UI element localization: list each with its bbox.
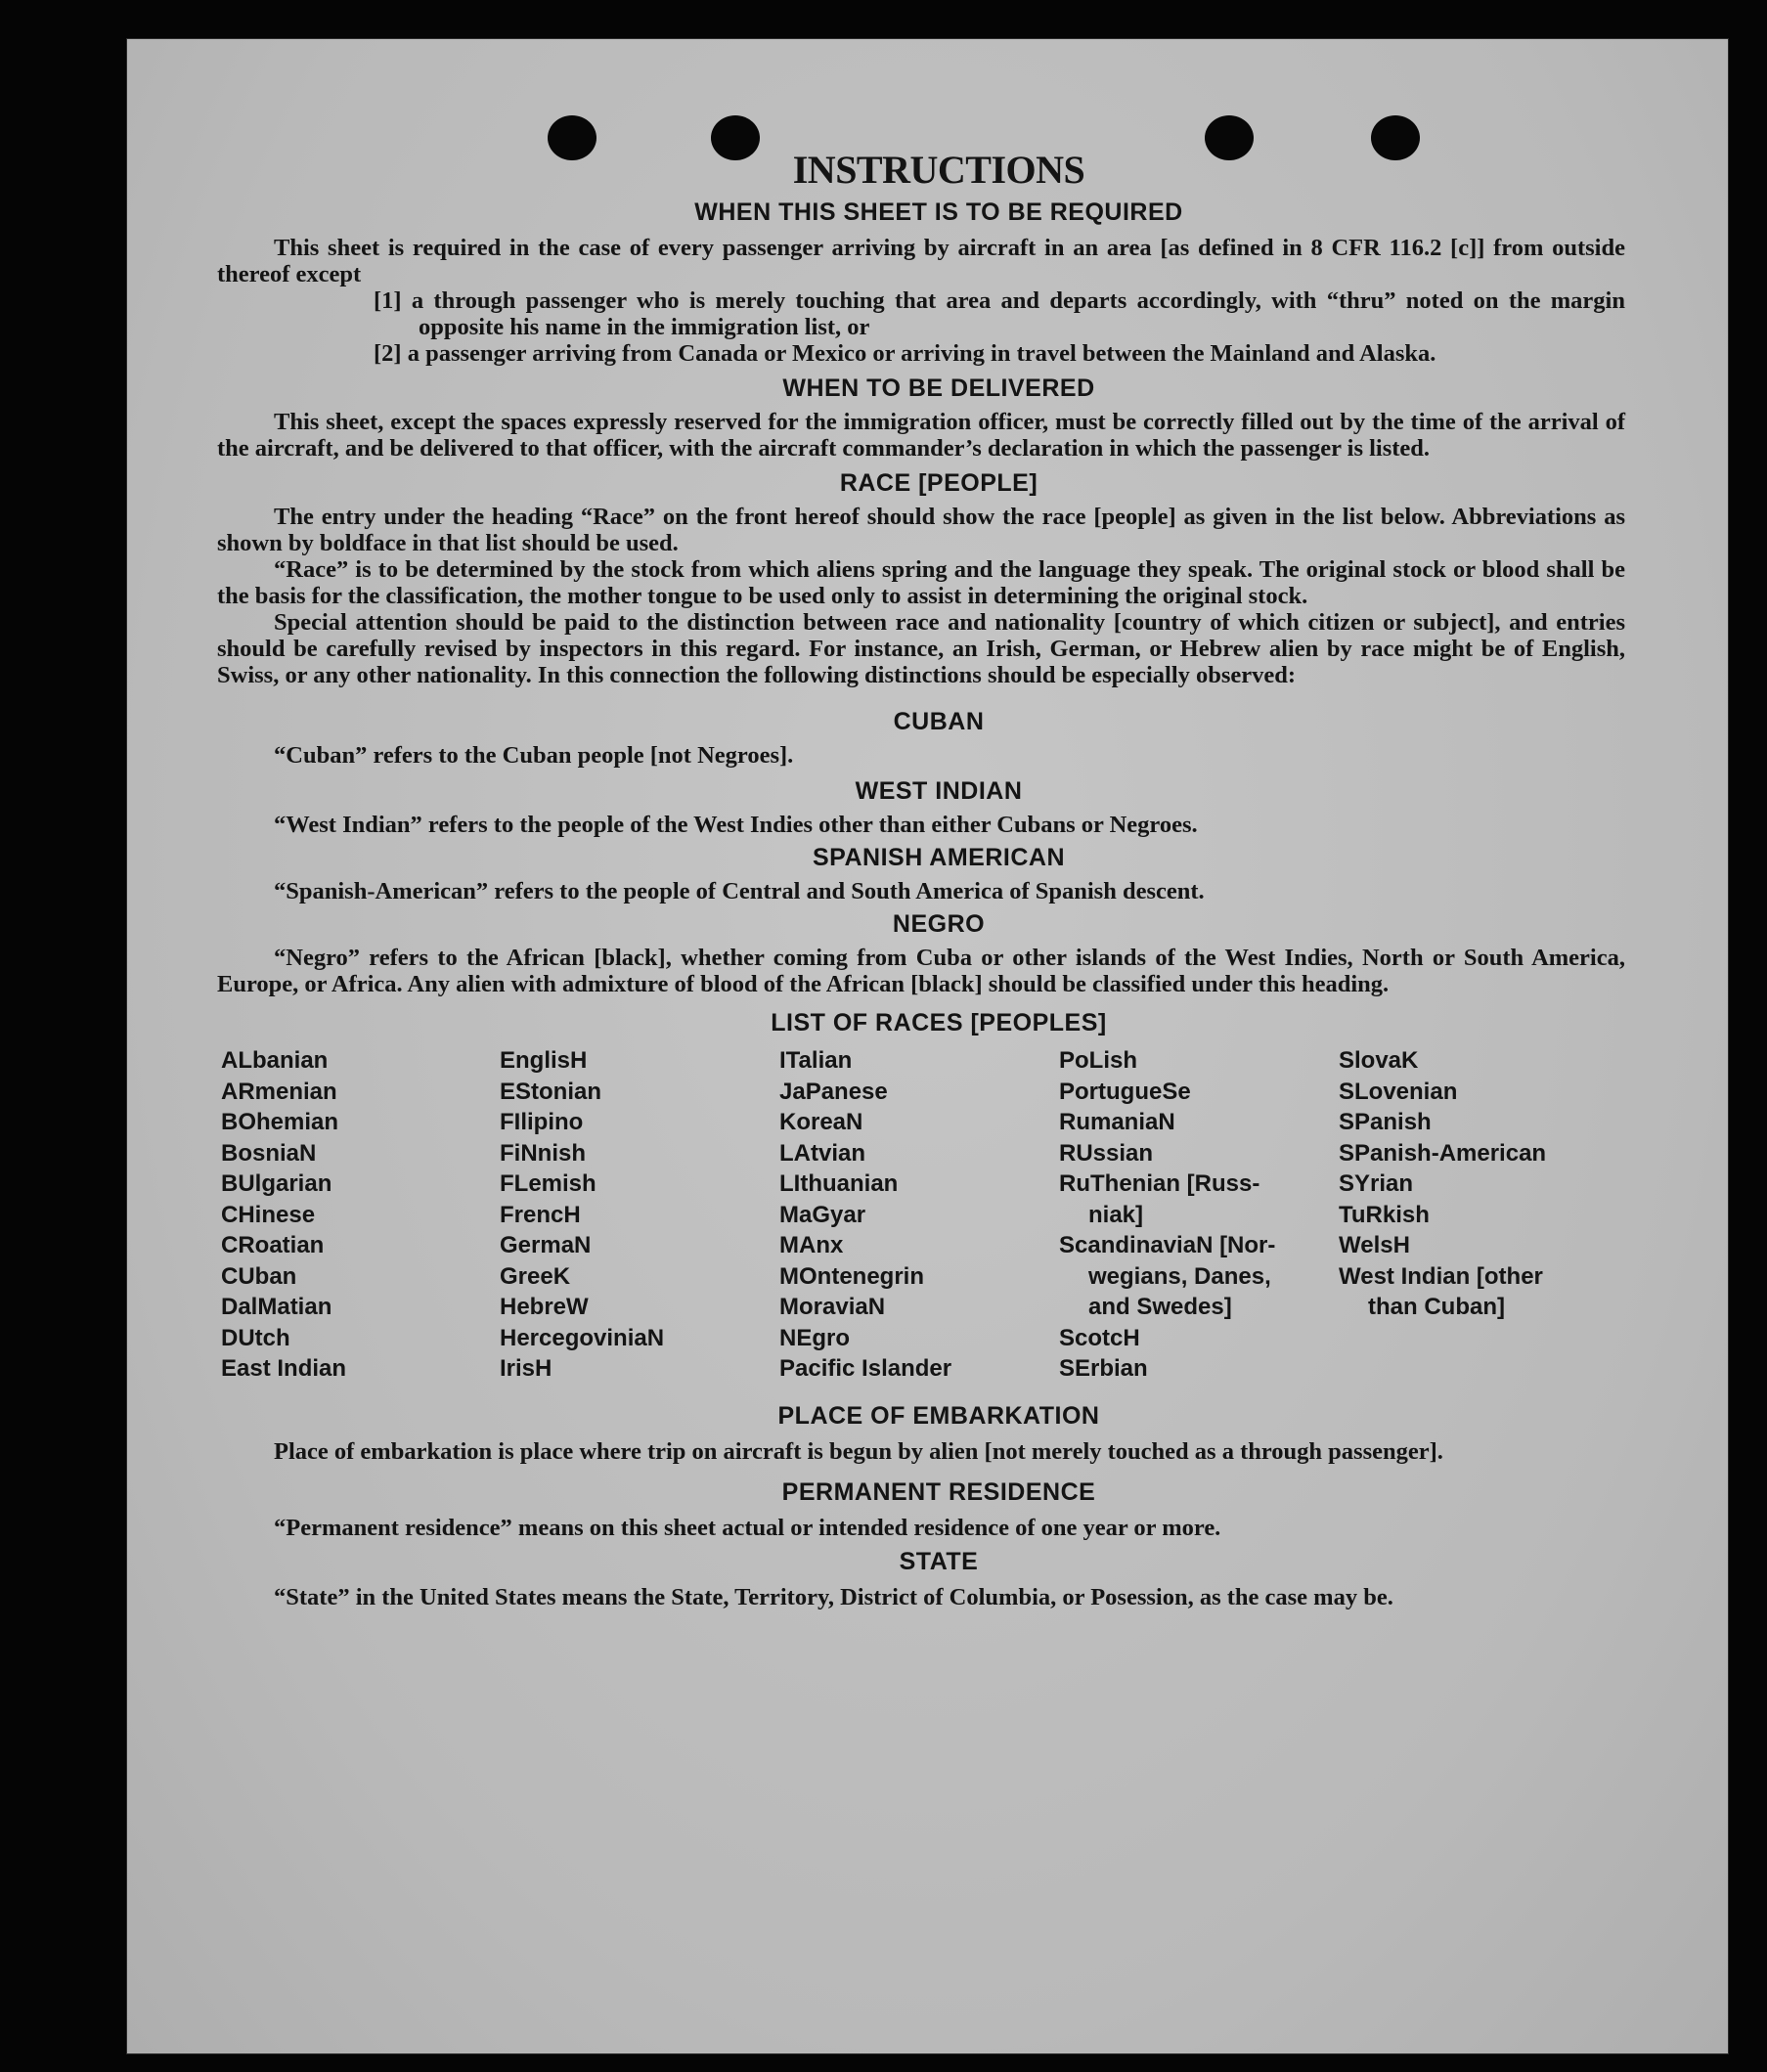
- race-entry: TuRkish: [1339, 1201, 1430, 1228]
- race-entry: BUlgarian: [221, 1170, 332, 1197]
- race-entry: Pacific Islander: [779, 1355, 952, 1382]
- required-item-1: [1] a through passenger who is merely touching that area and departs accordingly, with “thru” noted on the margin opposite his name in the immigration list, or: [374, 287, 1625, 340]
- race-paragraph-3: Special attention should be paid to the distinction between race and nationality [country of which citizen or subject], and entries should be carefully revised by inspectors in this regard. For instance, an Irish, German, or Hebrew alien by race might be of English, Swiss, or any other nationality. In this connection the following distinctions should be especially observed:: [217, 609, 1625, 688]
- race-entry: SLovenian: [1339, 1078, 1458, 1105]
- race-entry: FLemish: [500, 1170, 596, 1197]
- race-entry: SErbian: [1059, 1355, 1148, 1382]
- section-heading-state: STATE: [899, 1547, 979, 1575]
- page-title: INSTRUCTIONS: [792, 148, 1085, 192]
- race-entry: than Cuban]: [1368, 1294, 1505, 1320]
- race-entry: NEgro: [779, 1324, 850, 1351]
- races-column-3: [779, 1045, 1059, 1385]
- race-entry: CHinese: [221, 1201, 316, 1228]
- race-entry: wegians, Danes,: [1088, 1262, 1271, 1290]
- race-entry: DUtch: [221, 1324, 290, 1351]
- races-column-2: [500, 1045, 779, 1385]
- section-heading-cuban: CUBAN: [893, 708, 985, 735]
- race-entry: CUban: [221, 1262, 297, 1290]
- race-entry: MaGyar: [779, 1201, 866, 1228]
- section-heading-embarkation: PLACE OF EMBARKATION: [777, 1401, 1100, 1430]
- west-indian-text: “West Indian” refers to the people of the West Indies other than either Cubans or Negroes.: [274, 812, 1198, 838]
- section-heading-negro: NEGRO: [892, 910, 986, 938]
- race-entry: SYrian: [1339, 1170, 1414, 1197]
- race-entry: ARmenian: [221, 1078, 337, 1105]
- race-entry: FrencH: [500, 1201, 581, 1228]
- race-entry: FIlipino: [500, 1109, 584, 1135]
- race-entry: RuThenian [Russ-: [1059, 1170, 1260, 1197]
- race-paragraph-1: The entry under the heading “Race” on the front hereof should show the race [people] as given in the list below. Abbreviations as shown by boldface in that list should be used.: [217, 504, 1625, 556]
- race-entry: MAnx: [779, 1232, 844, 1258]
- race-entry: SlovaK: [1339, 1047, 1419, 1074]
- section-heading-delivered: WHEN TO BE DELIVERED: [782, 375, 1095, 402]
- race-entry: WelsH: [1339, 1232, 1410, 1258]
- race-entry: GreeK: [500, 1262, 571, 1290]
- race-entry: LAtvian: [779, 1139, 866, 1167]
- race-entry: BOhemian: [221, 1109, 339, 1135]
- race-entry: RumaniaN: [1059, 1109, 1175, 1135]
- spanish-american-text: “Spanish-American” refers to the people of Central and South America of Spanish descent.: [274, 878, 1205, 904]
- cuban-text: “Cuban” refers to the Cuban people [not Negroes].: [274, 742, 794, 769]
- race-entry: East Indian: [221, 1355, 347, 1382]
- race-entry: BosniaN: [221, 1139, 317, 1167]
- race-entry: LIthuanian: [779, 1170, 899, 1197]
- section-heading-west-indian: WEST INDIAN: [855, 777, 1023, 805]
- race-entry: SPanish: [1339, 1109, 1432, 1135]
- delivered-text: This sheet, except the spaces expressly reserved for the immigration officer, must be correctly filled out by the time of the arrival of the aircraft, and be delivered to that officer, with the aircraft commander’s declaration in which the passenger is listed.: [217, 409, 1625, 462]
- race-paragraph-2: “Race” is to be determined by the stock from which aliens spring and the language they speak. The original stock or blood shall be the basis for the classification, the mother tongue to be used only to assist in determining the original stock.: [217, 556, 1625, 609]
- race-entry: EnglisH: [500, 1047, 588, 1074]
- state-text: “State” in the United States means the State, Territory, District of Columbia, or Posession, as the case may be.: [274, 1583, 1393, 1610]
- races-list: [217, 1045, 1625, 1385]
- race-entry: PoLish: [1059, 1047, 1138, 1074]
- race-entry: MOntenegrin: [779, 1262, 924, 1290]
- race-entry: and Swedes]: [1088, 1294, 1232, 1320]
- races-column-4: [1059, 1045, 1339, 1385]
- race-entry: niak]: [1088, 1201, 1144, 1228]
- race-entry: ALbanian: [221, 1047, 329, 1074]
- required-item-2: [2] a passenger arriving from Canada or Mexico or arriving in travel between the Mainland and Alaska.: [374, 340, 1436, 367]
- races-column-5: [1339, 1045, 1622, 1385]
- race-entry: KoreaN: [779, 1109, 863, 1135]
- race-entry: SPanish-American: [1339, 1139, 1547, 1167]
- race-entry: MoraviaN: [779, 1294, 886, 1320]
- race-entry: JaPanese: [779, 1078, 888, 1105]
- section-heading-list-of-races: LIST OF RACES [PEOPLES]: [771, 1009, 1107, 1036]
- race-entry: FiNnish: [500, 1139, 586, 1167]
- race-entry: EStonian: [500, 1078, 602, 1105]
- race-entry: West Indian [other: [1339, 1262, 1543, 1290]
- race-entry: RUssian: [1059, 1139, 1154, 1167]
- negro-text: “Negro” refers to the African [black], whether coming from Cuba or other islands of the West Indies, North or South America, Europe, or Africa. Any alien with admixture of blood of the African [black] should be classified under this heading.: [217, 945, 1625, 997]
- section-heading-required: WHEN THIS SHEET IS TO BE REQUIRED: [694, 198, 1183, 226]
- race-entry: ITalian: [779, 1047, 853, 1074]
- race-entry: ScotcH: [1059, 1324, 1140, 1351]
- embarkation-text: Place of embarkation is place where trip on aircraft is begun by alien [not merely touched as a through passenger].: [274, 1437, 1443, 1465]
- race-entry: GermaN: [500, 1232, 592, 1258]
- race-entry: ScandinaviaN [Nor-: [1059, 1232, 1276, 1258]
- section-heading-spanish-american: SPANISH AMERICAN: [812, 844, 1065, 871]
- race-entry: HercegoviniaN: [500, 1324, 665, 1351]
- race-entry: PortugueSe: [1059, 1078, 1191, 1105]
- section-heading-residence: PERMANENT RESIDENCE: [781, 1477, 1096, 1506]
- race-entry: HebreW: [500, 1294, 589, 1320]
- race-entry: CRoatian: [221, 1232, 325, 1258]
- race-entry: DalMatian: [221, 1294, 332, 1320]
- section-heading-race: RACE [PEOPLE]: [839, 469, 1038, 497]
- race-entry: IrisH: [500, 1355, 552, 1382]
- instructions-body: [217, 147, 1625, 1610]
- races-column-1: [221, 1045, 500, 1385]
- required-intro: This sheet is required in the case of every passenger arriving by aircraft in an area [as defined in 8 CFR 116.2 [c]] from outside thereof except: [217, 235, 1625, 287]
- residence-text: “Permanent residence” means on this sheet actual or intended residence of one year or more.: [274, 1514, 1221, 1541]
